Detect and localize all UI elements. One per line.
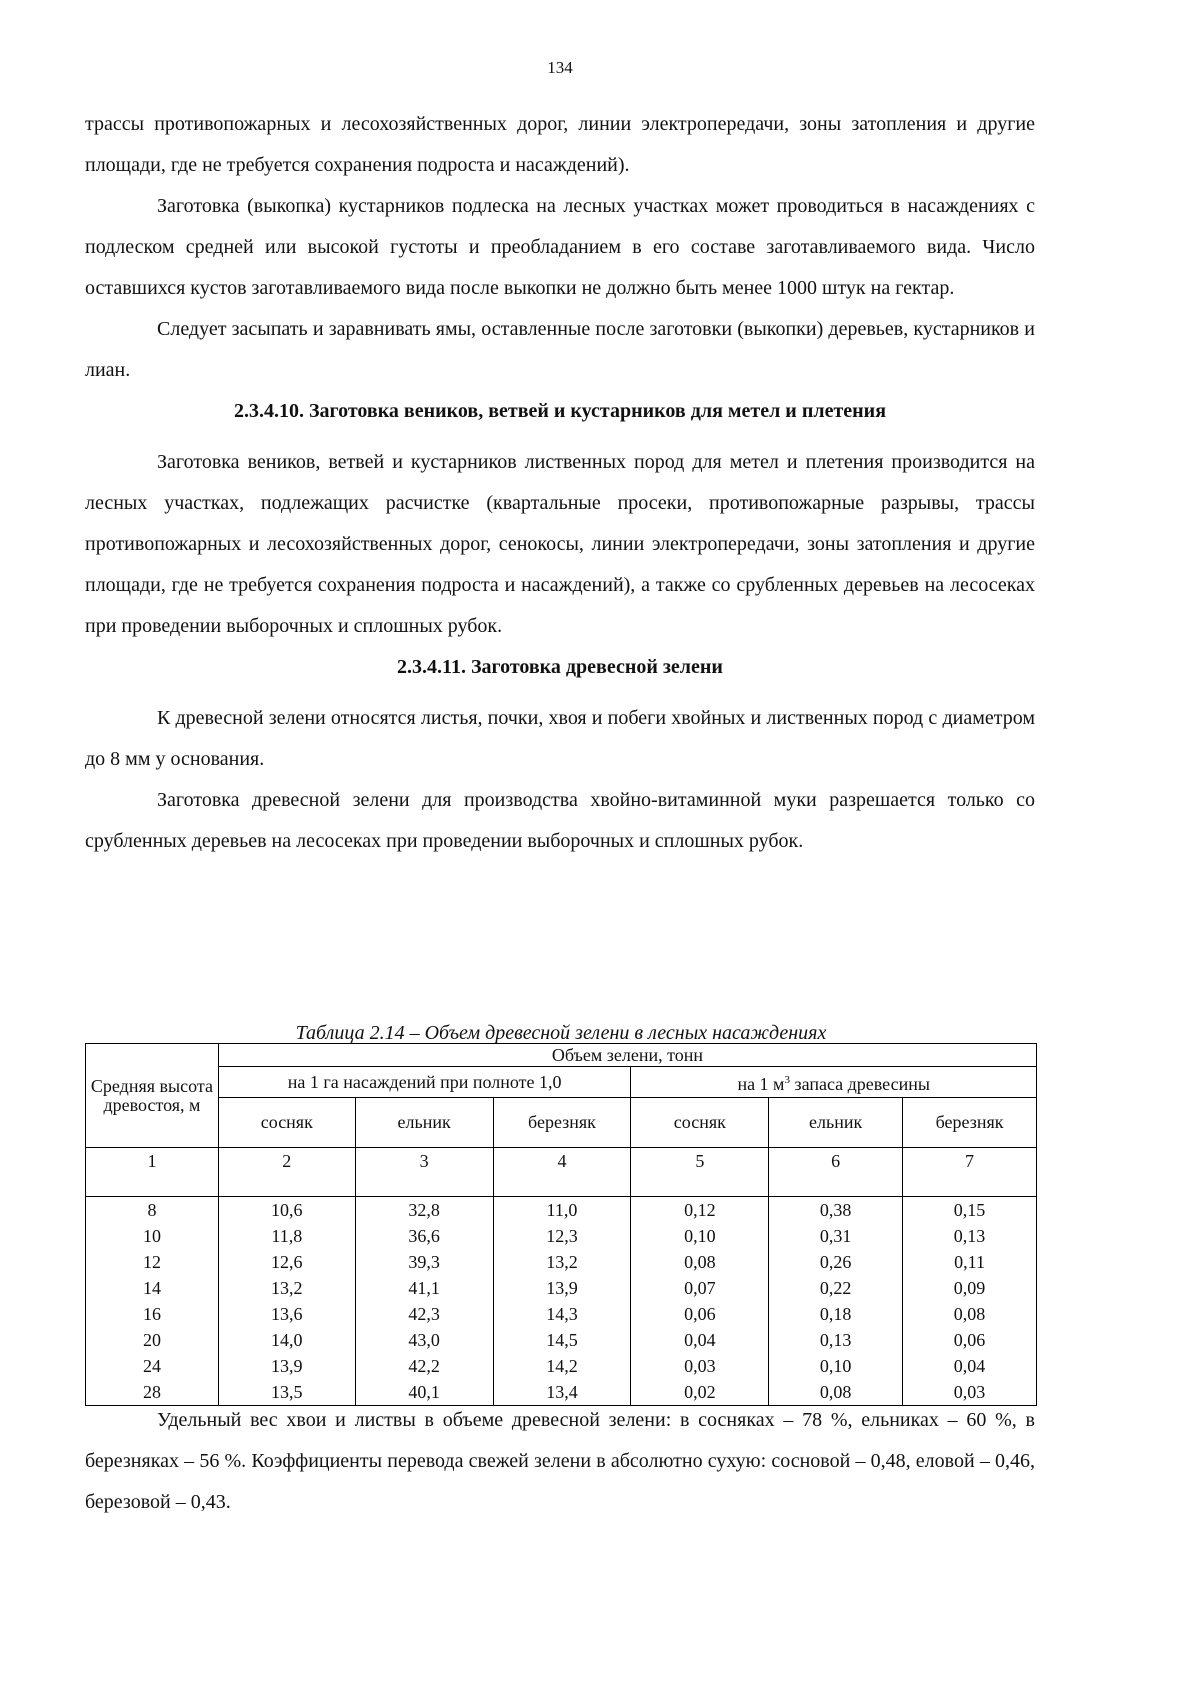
table-row (86, 1197, 1037, 1224)
species-header: сосняк (218, 1098, 355, 1148)
table-body (86, 1197, 1037, 1406)
species-header: сосняк (631, 1098, 769, 1148)
table-cell: 40,1 (355, 1379, 493, 1406)
table-cell: 0,08 (769, 1379, 903, 1406)
table-row (86, 1301, 1037, 1327)
table-cell: 43,0 (355, 1327, 493, 1353)
table-cell: 12,3 (493, 1223, 631, 1249)
table-cell: 41,1 (355, 1275, 493, 1301)
subgroup-header-text: запаса древесины (789, 1073, 930, 1094)
body-text-top (85, 104, 1035, 862)
table-cell: 0,13 (769, 1327, 903, 1353)
table-cell: 0,15 (903, 1197, 1037, 1224)
table-cell: 14,2 (493, 1353, 631, 1379)
table-row (86, 1275, 1037, 1301)
table-cell: 12 (86, 1249, 219, 1275)
table-cell: 12,6 (218, 1249, 355, 1275)
table-cell: 13,6 (218, 1301, 355, 1327)
table-row (86, 1327, 1037, 1353)
subgroup-header-per-m3 (631, 1067, 1037, 1098)
table-cell: 36,6 (355, 1223, 493, 1249)
table-cell: 0,26 (769, 1249, 903, 1275)
table-cell: 0,04 (903, 1353, 1037, 1379)
paragraph: трассы противопожарных и лесохозяйственных дорог, линии электропередачи, зоны затопления и другие площади, где не требуется сохранения подроста и насаждений). (85, 113, 1035, 176)
table-cell: 0,03 (631, 1353, 769, 1379)
table-cell: 0,06 (903, 1327, 1037, 1353)
paragraph: К древесной зелени относятся листья, почки, хвоя и побеги хвойных и лиственных пород с диаметром до 8 мм у основания. (85, 707, 1035, 770)
column-number: 4 (493, 1148, 631, 1197)
table-cell: 10 (86, 1223, 219, 1249)
col-group-header: Объем зелени, тонн (218, 1044, 1036, 1067)
page-number: 134 (547, 58, 573, 77)
green-mass-table (85, 1043, 1037, 1406)
species-header: березняк (903, 1098, 1037, 1148)
body-text-bottom (85, 1400, 1035, 1523)
table-cell: 14 (86, 1275, 219, 1301)
table-cell: 42,2 (355, 1353, 493, 1379)
species-header: березняк (493, 1098, 631, 1148)
table-cell: 20 (86, 1327, 219, 1353)
table-cell: 0,03 (903, 1379, 1037, 1406)
table-row (86, 1223, 1037, 1249)
table-cell: 42,3 (355, 1301, 493, 1327)
col-header-height: Средняя высота древостоя, м (86, 1044, 219, 1148)
column-number-row (86, 1148, 1037, 1197)
table-cell: 0,10 (769, 1353, 903, 1379)
table-cell: 14,0 (218, 1327, 355, 1353)
table-cell: 24 (86, 1353, 219, 1379)
table-cell: 0,12 (631, 1197, 769, 1224)
table-cell: 11,0 (493, 1197, 631, 1224)
paragraph: Удельный вес хвои и листвы в объеме древесной зелени: в сосняках – 78 %, ельниках – 60 %, в березняках – 56 %. Коэффициенты перевода свежей зелени в абсолютно сухую: сосновой – 0,48, еловой – 0,46, березовой – 0,43. (85, 1409, 1035, 1513)
column-number: 5 (631, 1148, 769, 1197)
paragraph: Заготовка веников, ветвей и кустарников лиственных пород для метел и плетения производится на лесных участках, подлежащих расчистке (квартальные просеки, противопожарные разрывы, трассы противопожарных и лесохозяйственных дорог, сенокосы, линии электропередачи, зоны затопления и другие площади, где не требуется сохранения подроста и насаждений), а также со срубленных деревьев на лесосеках при проведении выборочных и сплошных рубок. (85, 451, 1035, 637)
species-header: ельник (769, 1098, 903, 1148)
table-row (86, 1353, 1037, 1379)
species-header: ельник (355, 1098, 493, 1148)
table-cell: 28 (86, 1379, 219, 1406)
table-header-row (86, 1098, 1037, 1148)
table-cell: 39,3 (355, 1249, 493, 1275)
table-cell: 0,04 (631, 1327, 769, 1353)
table-cell: 14,3 (493, 1301, 631, 1327)
table-cell: 0,08 (631, 1249, 769, 1275)
paragraph: Заготовка (выкопка) кустарников подлеска на лесных участках может проводиться в насаждениях с подлеском средней или высокой густоты и преобладанием в его составе заготавливаемого вида. Число оставшихся кустов заготавливаемого вида после выкопки не должно быть менее 1000 штук на гектар. (85, 195, 1035, 299)
table-cell: 13,9 (493, 1275, 631, 1301)
subgroup-header-per-ha: на 1 га насаждений при полноте 1,0 (218, 1067, 631, 1098)
table-cell: 13,4 (493, 1379, 631, 1406)
table-cell: 13,5 (218, 1379, 355, 1406)
table-cell: 0,09 (903, 1275, 1037, 1301)
column-number: 3 (355, 1148, 493, 1197)
table-cell: 0,31 (769, 1223, 903, 1249)
column-number: 6 (769, 1148, 903, 1197)
table-cell: 0,02 (631, 1379, 769, 1406)
column-number: 1 (86, 1148, 219, 1197)
table-caption: Таблица 2.14 – Объем древесной зелени в лесных насаждениях (295, 1022, 827, 1044)
section-heading: 2.3.4.11. Заготовка древесной зелени (397, 656, 723, 678)
section-heading: 2.3.4.10. Заготовка веников, ветвей и кустарников для метел и плетения (233, 400, 887, 422)
paragraph: Следует засыпать и заравнивать ямы, оставленные после заготовки (выкопки) деревьев, кустарников и лиан. (85, 318, 1035, 381)
table-cell: 13,2 (218, 1275, 355, 1301)
table-cell: 8 (86, 1197, 219, 1224)
table-cell: 10,6 (218, 1197, 355, 1224)
table-cell: 32,8 (355, 1197, 493, 1224)
table-cell: 14,5 (493, 1327, 631, 1353)
table-cell: 13,9 (218, 1353, 355, 1379)
paragraph: Заготовка древесной зелени для производства хвойно-витаминной муки разрешается только со срубленных деревьев на лесосеках при проведении выборочных и сплошных рубок. (85, 789, 1035, 852)
table-header-row (86, 1044, 1037, 1067)
table-cell: 0,06 (631, 1301, 769, 1327)
table-row (86, 1249, 1037, 1275)
table-cell: 16 (86, 1301, 219, 1327)
table-cell: 0,22 (769, 1275, 903, 1301)
table-cell: 13,2 (493, 1249, 631, 1275)
column-number: 2 (218, 1148, 355, 1197)
table-cell: 0,11 (903, 1249, 1037, 1275)
table-cell: 0,18 (769, 1301, 903, 1327)
table-cell: 0,08 (903, 1301, 1037, 1327)
subgroup-header-text: на 1 м (737, 1073, 785, 1094)
table-cell: 0,10 (631, 1223, 769, 1249)
table-cell: 0,13 (903, 1223, 1037, 1249)
table-cell: 0,38 (769, 1197, 903, 1224)
column-number: 7 (903, 1148, 1037, 1197)
table-cell: 0,07 (631, 1275, 769, 1301)
table-cell: 11,8 (218, 1223, 355, 1249)
table-header-row (86, 1067, 1037, 1098)
superscript: 3 (784, 1073, 790, 1086)
